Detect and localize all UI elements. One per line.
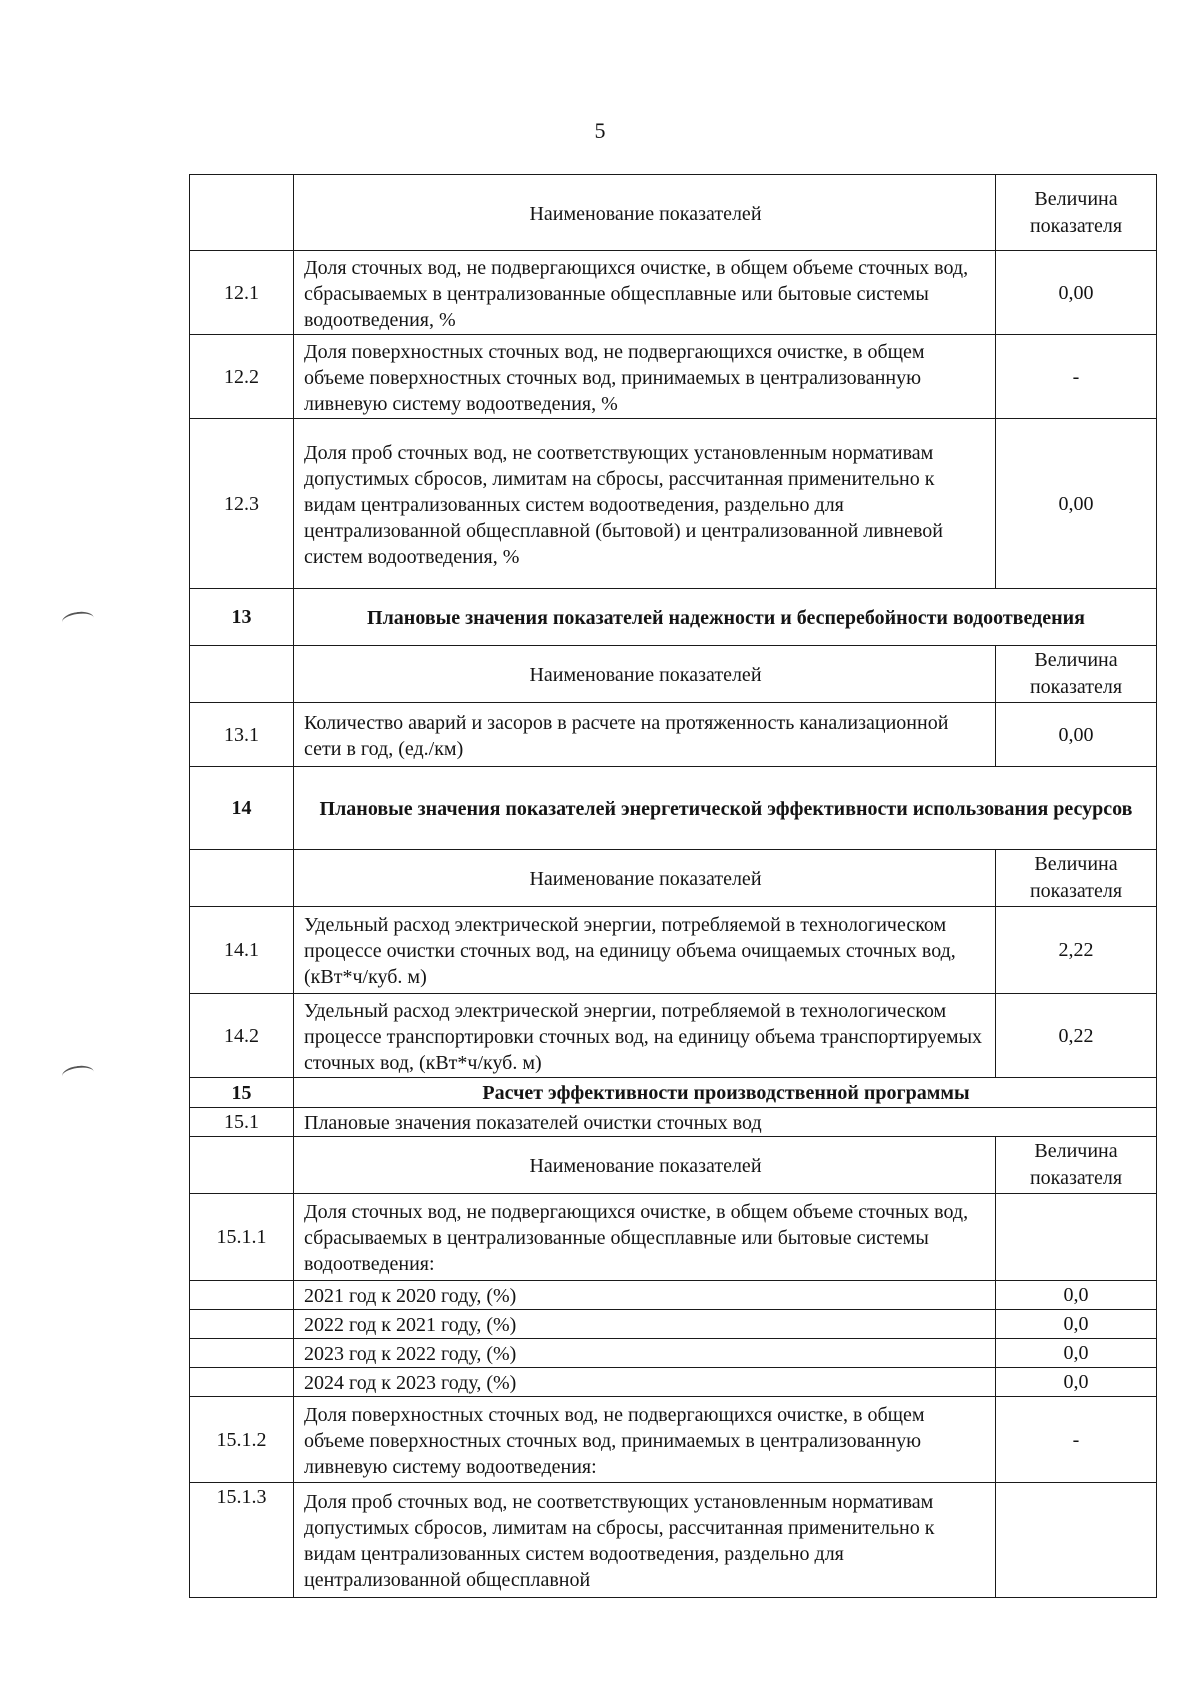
number-cell: 15.1.3 [190,1483,294,1598]
table-row [190,1281,1157,1310]
section-number-cell: 15 [190,1078,294,1108]
indicator-value-cell: 0,0 [996,1339,1157,1368]
column-header-name: Наименование показателей [294,850,996,907]
indicator-value-cell: 0,0 [996,1368,1157,1397]
section-title-cell: Плановые значения показателей надежности и бесперебойности водоотведения [294,589,1157,646]
number-cell: 14.2 [190,994,294,1078]
indicator-value-cell: 0,00 [996,419,1157,589]
subsection-row [190,1108,1157,1137]
indicator-name-cell: Удельный расход электрической энергии, потребляемой в технологическом процессе транспортировки сточных вод, на единицу объема транспортируемых сточных вод, (кВт*ч/куб. м) [294,994,996,1078]
number-cell: 15.1.1 [190,1194,294,1281]
column-header-name: Наименование показателей [294,1137,996,1194]
section-heading-row [190,1078,1157,1108]
number-cell: 12.3 [190,419,294,589]
number-cell: 14.1 [190,907,294,994]
table-row [190,1310,1157,1339]
indicator-value-cell: 0,00 [996,703,1157,767]
indicator-name-cell: 2021 год к 2020 году, (%) [294,1281,996,1310]
table-row [190,703,1157,767]
indicators-table [189,174,1157,1598]
section-title-cell: Плановые значения показателей энергетической эффективности использования ресурсов [294,767,1157,850]
scan-artifact-mark [61,610,95,630]
table-row [190,907,1157,994]
table-row [190,419,1157,589]
table-header-row [190,850,1157,907]
number-cell [190,1137,294,1194]
indicator-name-cell: 2023 год к 2022 году, (%) [294,1339,996,1368]
table-row [190,335,1157,419]
scan-artifact-mark [61,1064,95,1084]
indicator-value-cell [996,1194,1157,1281]
indicator-value-cell: - [996,335,1157,419]
indicator-value-cell: 0,22 [996,994,1157,1078]
number-cell [190,175,294,251]
indicator-name-cell: Удельный расход электрической энергии, потребляемой в технологическом процессе очистки сточных вод, на единицу объема очищаемых сточных вод, (кВт*ч/куб. м) [294,907,996,994]
indicator-name-cell: 2022 год к 2021 году, (%) [294,1310,996,1339]
indicator-value-cell: 0,00 [996,251,1157,335]
number-cell: 15.1.2 [190,1397,294,1483]
table-row [190,1397,1157,1483]
number-cell: 12.1 [190,251,294,335]
indicator-value-cell: 0,0 [996,1281,1157,1310]
column-header-name: Наименование показателей [294,646,996,703]
section-heading-row [190,767,1157,850]
table-row [190,1483,1157,1598]
number-cell [190,1339,294,1368]
indicator-name-cell: 2024 год к 2023 году, (%) [294,1368,996,1397]
subsection-title-cell: Плановые значения показателей очистки сточных вод [294,1108,1157,1137]
indicator-name-cell: Доля сточных вод, не подвергающихся очистке, в общем объеме сточных вод, сбрасываемых в централизованные общесплавные или бытовые системы водоотведения: [294,1194,996,1281]
indicator-name-cell: Доля поверхностных сточных вод, не подвергающихся очистке, в общем объеме поверхностных сточных вод, принимаемых в централизованную ливневую систему водоотведения, % [294,335,996,419]
table-header-row [190,646,1157,703]
number-cell: 13.1 [190,703,294,767]
number-cell [190,1310,294,1339]
indicator-value-cell [996,1483,1157,1598]
table-header-row [190,1137,1157,1194]
indicator-value-cell: - [996,1397,1157,1483]
table-row [190,994,1157,1078]
number-cell [190,850,294,907]
table-header-row [190,175,1157,251]
number-cell: 12.2 [190,335,294,419]
table-row [190,1339,1157,1368]
column-header-name: Наименование показателей [294,175,996,251]
table-row [190,1194,1157,1281]
section-number-cell: 13 [190,589,294,646]
indicator-value-cell: 0,0 [996,1310,1157,1339]
table-row [190,1368,1157,1397]
section-number-cell: 14 [190,767,294,850]
table-row [190,251,1157,335]
number-cell [190,1368,294,1397]
page-number: 5 [594,118,606,143]
indicator-name-cell: Количество аварий и засоров в расчете на протяженность канализационной сети в год, (ед./км) [294,703,996,767]
section-title-cell: Расчет эффективности производственной программы [294,1078,1157,1108]
indicator-name-cell: Доля проб сточных вод, не соответствующих установленным нормативам допустимых сбросов, лимитам на сбросы, рассчитанная применительно к видам централизованных систем водоотведения, раздельно для централизованной общесплавной (бытовой) и централизованной ливневой систем водоотведения, % [294,419,996,589]
indicator-name-cell: Доля сточных вод, не подвергающихся очистке, в общем объеме сточных вод, сбрасываемых в централизованные общесплавные или бытовые системы водоотведения, % [294,251,996,335]
column-header-value: Величина показателя [996,1137,1157,1194]
column-header-value: Величина показателя [996,646,1157,703]
column-header-value: Величина показателя [996,850,1157,907]
indicator-value-cell: 2,22 [996,907,1157,994]
number-cell [190,646,294,703]
column-header-value: Величина показателя [996,175,1157,251]
number-cell [190,1281,294,1310]
indicator-name-cell: Доля поверхностных сточных вод, не подвергающихся очистке, в общем объеме поверхностных сточных вод, принимаемых в централизованную ливневую систему водоотведения: [294,1397,996,1483]
number-cell: 15.1 [190,1108,294,1137]
section-heading-row [190,589,1157,646]
indicator-name-cell: Доля проб сточных вод, не соответствующих установленным нормативам допустимых сбросов, лимитам на сбросы, рассчитанная применительно к видам централизованных систем водоотведения, раздельно для централизованной общесплавной [294,1483,996,1598]
